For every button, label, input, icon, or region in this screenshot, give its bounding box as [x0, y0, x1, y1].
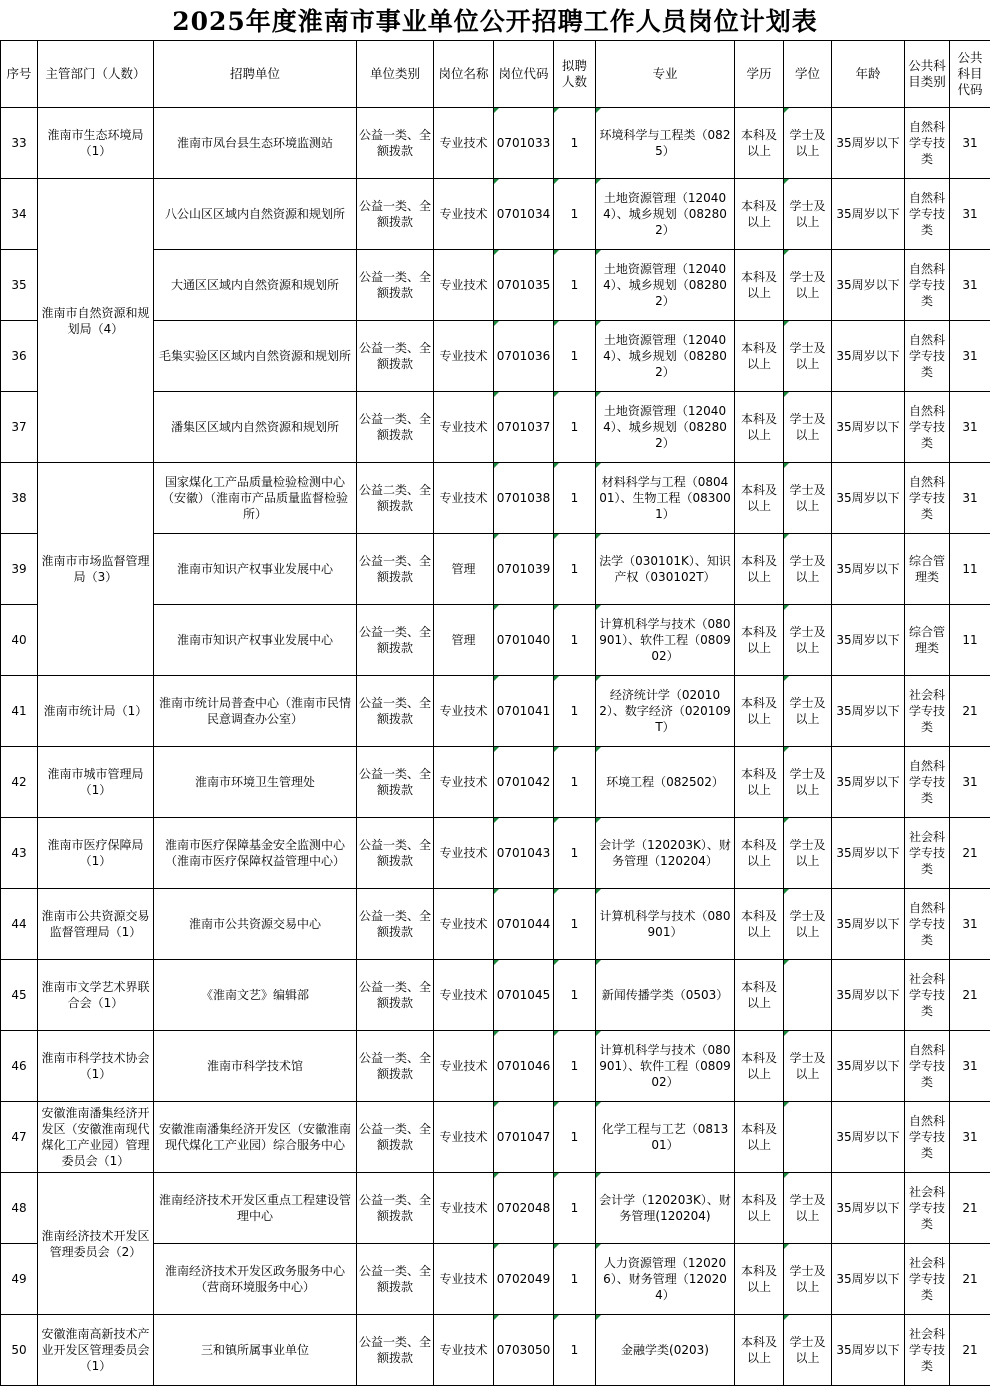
cell-unit: 淮南市科学技术馆: [154, 1031, 357, 1102]
cell-major: 人力资源管理（120206）、财务管理（120204）: [596, 1244, 735, 1315]
cell-age: 35周岁以下: [832, 818, 905, 889]
cell-unit-type: 公益一类、全额拨款: [357, 179, 434, 250]
cell-edu: 本科及以上: [735, 676, 784, 747]
cell-count: 1: [554, 818, 596, 889]
cell-major: 计算机科学与技术（080901）: [596, 889, 735, 960]
cell-degree: [784, 960, 832, 1031]
header-major: 专业: [596, 41, 735, 108]
cell-degree: 学士及以上: [784, 1173, 832, 1244]
table-row: [1, 1031, 990, 1102]
cell-dept: 安徽淮南潘集经济开发区（安徽淮南现代煤化工产业园）管理委员会（1）: [38, 1102, 154, 1173]
cell-post-code: 0701047: [494, 1102, 554, 1173]
cell-unit: 三和镇所属事业单位: [154, 1315, 357, 1386]
cell-edu: 本科及以上: [735, 960, 784, 1031]
cell-post-code: 0701044: [494, 889, 554, 960]
cell-post-code: 0701040: [494, 605, 554, 676]
cell-seq: 44: [1, 889, 38, 960]
cell-age: 35周岁以下: [832, 321, 905, 392]
cell-age: 35周岁以下: [832, 392, 905, 463]
cell-age: 35周岁以下: [832, 1102, 905, 1173]
cell-major: 计算机科学与技术（080901）、软件工程（080902）: [596, 605, 735, 676]
table-row: [1, 676, 990, 747]
recruitment-table: [0, 40, 990, 1386]
cell-unit: 淮南市环境卫生管理处: [154, 747, 357, 818]
cell-count: 1: [554, 179, 596, 250]
cell-unit: 安徽淮南潘集经济开发区（安徽淮南现代煤化工产业园）综合服务中心: [154, 1102, 357, 1173]
cell-post-name: 专业技术: [434, 889, 494, 960]
cell-post-code: 0701038: [494, 463, 554, 534]
cell-post-code: 0701037: [494, 392, 554, 463]
cell-degree: 学士及以上: [784, 747, 832, 818]
cell-dept: 淮南市文学艺术界联合会（1）: [38, 960, 154, 1031]
cell-unit: 《淮南文艺》编辑部: [154, 960, 357, 1031]
cell-subject-type: 自然科学专技类: [905, 250, 950, 321]
cell-unit-type: 公益一类、全额拨款: [357, 676, 434, 747]
cell-post-code: 0701042: [494, 747, 554, 818]
cell-dept: 淮南经济技术开发区管理委员会（2）: [38, 1173, 154, 1315]
cell-age: 35周岁以下: [832, 250, 905, 321]
cell-post-name: 专业技术: [434, 1173, 494, 1244]
cell-post-name: 专业技术: [434, 747, 494, 818]
cell-edu: 本科及以上: [735, 1315, 784, 1386]
cell-subject-code: 21: [950, 676, 990, 747]
cell-age: 35周岁以下: [832, 179, 905, 250]
cell-count: 1: [554, 108, 596, 179]
cell-unit: 淮南经济技术开发区政务服务中心（营商环境服务中心）: [154, 1244, 357, 1315]
cell-post-name: 专业技术: [434, 108, 494, 179]
cell-unit-type: 公益一类、全额拨款: [357, 534, 434, 605]
cell-degree: 学士及以上: [784, 463, 832, 534]
cell-count: 1: [554, 1315, 596, 1386]
cell-subject-type: 自然科学专技类: [905, 1102, 950, 1173]
cell-post-name: 专业技术: [434, 179, 494, 250]
cell-edu: 本科及以上: [735, 818, 784, 889]
cell-post-name: 专业技术: [434, 960, 494, 1031]
cell-degree: 学士及以上: [784, 1315, 832, 1386]
table-row: [1, 1102, 990, 1173]
cell-post-code: 0701043: [494, 818, 554, 889]
cell-major: 化学工程与工艺（081301）: [596, 1102, 735, 1173]
cell-count: 1: [554, 250, 596, 321]
cell-subject-type: 综合管理类: [905, 534, 950, 605]
cell-seq: 39: [1, 534, 38, 605]
cell-seq: 41: [1, 676, 38, 747]
cell-degree: 学士及以上: [784, 676, 832, 747]
table-row: [1, 1315, 990, 1386]
header-unit-type: 单位类别: [357, 41, 434, 108]
cell-unit: 淮南市凤台县生态环境监测站: [154, 108, 357, 179]
cell-degree: 学士及以上: [784, 321, 832, 392]
cell-count: 1: [554, 676, 596, 747]
cell-unit: 八公山区区域内自然资源和规划所: [154, 179, 357, 250]
cell-post-code: 0702049: [494, 1244, 554, 1315]
cell-major: 土地资源管理（120404）、城乡规划（082802）: [596, 321, 735, 392]
cell-major: 会计学（120203K）、财务管理(120204): [596, 1173, 735, 1244]
table-row: [1, 463, 990, 534]
cell-dept: 淮南市科学技术协会（1）: [38, 1031, 154, 1102]
cell-unit-type: 公益一类、全额拨款: [357, 1244, 434, 1315]
cell-subject-code: 31: [950, 108, 990, 179]
cell-count: 1: [554, 463, 596, 534]
cell-post-name: 专业技术: [434, 250, 494, 321]
cell-subject-type: 社会科学专技类: [905, 1244, 950, 1315]
cell-post-code: 0701036: [494, 321, 554, 392]
cell-age: 35周岁以下: [832, 605, 905, 676]
cell-unit-type: 公益一类、全额拨款: [357, 605, 434, 676]
cell-subject-code: 31: [950, 1031, 990, 1102]
cell-unit-type: 公益一类、全额拨款: [357, 321, 434, 392]
cell-degree: 学士及以上: [784, 605, 832, 676]
cell-subject-type: 社会科学专技类: [905, 960, 950, 1031]
cell-degree: 学士及以上: [784, 108, 832, 179]
cell-subject-code: 31: [950, 392, 990, 463]
cell-edu: 本科及以上: [735, 1102, 784, 1173]
cell-dept: 淮南市城市管理局（1）: [38, 747, 154, 818]
cell-age: 35周岁以下: [832, 747, 905, 818]
cell-edu: 本科及以上: [735, 392, 784, 463]
cell-age: 35周岁以下: [832, 1031, 905, 1102]
cell-seq: 37: [1, 392, 38, 463]
cell-post-code: 0701034: [494, 179, 554, 250]
cell-count: 1: [554, 392, 596, 463]
cell-subject-type: 自然科学专技类: [905, 108, 950, 179]
table-row: [1, 179, 990, 250]
table-row: [1, 108, 990, 179]
cell-post-code: 0702048: [494, 1173, 554, 1244]
cell-post-name: 专业技术: [434, 1244, 494, 1315]
cell-degree: 学士及以上: [784, 392, 832, 463]
cell-seq: 48: [1, 1173, 38, 1244]
cell-age: 35周岁以下: [832, 108, 905, 179]
cell-age: 35周岁以下: [832, 1315, 905, 1386]
cell-major: 土地资源管理（120404）、城乡规划（082802）: [596, 392, 735, 463]
cell-unit: 大通区区域内自然资源和规划所: [154, 250, 357, 321]
cell-post-name: 管理: [434, 534, 494, 605]
header-subject-code: 公共科目代码: [950, 41, 990, 108]
cell-count: 1: [554, 321, 596, 392]
cell-count: 1: [554, 605, 596, 676]
cell-major: 环境科学与工程类（0825）: [596, 108, 735, 179]
cell-post-code: 0701035: [494, 250, 554, 321]
cell-edu: 本科及以上: [735, 108, 784, 179]
cell-subject-type: 自然科学专技类: [905, 889, 950, 960]
page-title: 2025年度淮南市事业单位公开招聘工作人员岗位计划表: [0, 0, 990, 40]
cell-seq: 46: [1, 1031, 38, 1102]
cell-count: 1: [554, 1244, 596, 1315]
cell-degree: 学士及以上: [784, 1031, 832, 1102]
cell-subject-type: 自然科学专技类: [905, 1031, 950, 1102]
cell-unit: 淮南市知识产权事业发展中心: [154, 534, 357, 605]
cell-unit: 淮南市医疗保障基金安全监测中心（淮南市医疗保障权益管理中心）: [154, 818, 357, 889]
cell-unit-type: 公益一类、全额拨款: [357, 1315, 434, 1386]
cell-subject-code: 21: [950, 960, 990, 1031]
cell-count: 1: [554, 1102, 596, 1173]
cell-post-name: 专业技术: [434, 392, 494, 463]
cell-unit-type: 公益一类、全额拨款: [357, 1031, 434, 1102]
cell-major: 经济统计学（020102）、数字经济（020109T）: [596, 676, 735, 747]
cell-seq: 42: [1, 747, 38, 818]
cell-subject-code: 31: [950, 179, 990, 250]
cell-unit-type: 公益一类、全额拨款: [357, 1173, 434, 1244]
cell-unit-type: 公益一类、全额拨款: [357, 250, 434, 321]
cell-seq: 45: [1, 960, 38, 1031]
cell-subject-type: 自然科学专技类: [905, 321, 950, 392]
cell-age: 35周岁以下: [832, 1173, 905, 1244]
cell-unit-type: 公益一类、全额拨款: [357, 889, 434, 960]
cell-post-code: 0701033: [494, 108, 554, 179]
cell-seq: 38: [1, 463, 38, 534]
header-age: 年龄: [832, 41, 905, 108]
cell-major: 土地资源管理（120404）、城乡规划（082802）: [596, 250, 735, 321]
cell-edu: 本科及以上: [735, 889, 784, 960]
table-row: [1, 747, 990, 818]
cell-subject-code: 21: [950, 1244, 990, 1315]
cell-edu: 本科及以上: [735, 250, 784, 321]
cell-post-name: 专业技术: [434, 1315, 494, 1386]
cell-post-name: 专业技术: [434, 818, 494, 889]
cell-unit: 国家煤化工产品质量检验检测中心（安徽）（淮南市产品质量监督检验所）: [154, 463, 357, 534]
table-row: [1, 960, 990, 1031]
cell-seq: 36: [1, 321, 38, 392]
cell-dept: 淮南市生态环境局（1）: [38, 108, 154, 179]
cell-dept: 淮南市自然资源和规划局（4）: [38, 179, 154, 463]
cell-seq: 35: [1, 250, 38, 321]
cell-edu: 本科及以上: [735, 747, 784, 818]
cell-major: 材料科学与工程（080401）、生物工程（083001）: [596, 463, 735, 534]
cell-subject-code: 11: [950, 605, 990, 676]
cell-post-name: 专业技术: [434, 676, 494, 747]
cell-dept: 淮南市统计局（1）: [38, 676, 154, 747]
cell-unit: 淮南市知识产权事业发展中心: [154, 605, 357, 676]
cell-degree: 学士及以上: [784, 818, 832, 889]
header-post-code: 岗位代码: [494, 41, 554, 108]
table-row: [1, 818, 990, 889]
cell-subject-type: 自然科学专技类: [905, 463, 950, 534]
cell-degree: 学士及以上: [784, 1244, 832, 1315]
cell-seq: 50: [1, 1315, 38, 1386]
cell-edu: 本科及以上: [735, 1173, 784, 1244]
cell-edu: 本科及以上: [735, 463, 784, 534]
cell-unit: 淮南市公共资源交易中心: [154, 889, 357, 960]
cell-dept: 淮南市医疗保障局（1）: [38, 818, 154, 889]
cell-subject-type: 综合管理类: [905, 605, 950, 676]
cell-count: 1: [554, 1031, 596, 1102]
cell-post-name: 专业技术: [434, 1031, 494, 1102]
cell-post-name: 专业技术: [434, 1102, 494, 1173]
cell-age: 35周岁以下: [832, 463, 905, 534]
cell-age: 35周岁以下: [832, 1244, 905, 1315]
cell-unit-type: 公益一类、全额拨款: [357, 960, 434, 1031]
cell-unit-type: 公益一类、全额拨款: [357, 1102, 434, 1173]
cell-seq: 34: [1, 179, 38, 250]
cell-dept: 淮南市市场监督管理局（3）: [38, 463, 154, 676]
cell-post-code: 0701046: [494, 1031, 554, 1102]
cell-subject-type: 自然科学专技类: [905, 747, 950, 818]
table-row: [1, 889, 990, 960]
cell-unit-type: 公益一类、全额拨款: [357, 818, 434, 889]
cell-edu: 本科及以上: [735, 1031, 784, 1102]
cell-degree: 学士及以上: [784, 250, 832, 321]
cell-count: 1: [554, 747, 596, 818]
header-degree: 学位: [784, 41, 832, 108]
cell-subject-code: 31: [950, 321, 990, 392]
cell-subject-code: 31: [950, 250, 990, 321]
cell-dept: 淮南市公共资源交易监督管理局（1）: [38, 889, 154, 960]
cell-degree: 学士及以上: [784, 889, 832, 960]
cell-major: 金融学类(0203): [596, 1315, 735, 1386]
cell-subject-code: 21: [950, 818, 990, 889]
cell-count: 1: [554, 534, 596, 605]
cell-age: 35周岁以下: [832, 534, 905, 605]
header-subject-type: 公共科目类别: [905, 41, 950, 108]
cell-degree: 学士及以上: [784, 534, 832, 605]
cell-count: 1: [554, 960, 596, 1031]
cell-subject-code: 21: [950, 1315, 990, 1386]
cell-subject-code: 21: [950, 1173, 990, 1244]
cell-major: 会计学（120203K）、财务管理（120204）: [596, 818, 735, 889]
cell-age: 35周岁以下: [832, 960, 905, 1031]
cell-degree: 学士及以上: [784, 179, 832, 250]
header-post-name: 岗位名称: [434, 41, 494, 108]
cell-subject-type: 社会科学专技类: [905, 1173, 950, 1244]
cell-post-name: 专业技术: [434, 463, 494, 534]
table-body: [1, 108, 990, 1386]
cell-subject-type: 自然科学专技类: [905, 392, 950, 463]
cell-edu: 本科及以上: [735, 1244, 784, 1315]
header-row: [1, 41, 990, 108]
cell-unit: 淮南市统计局普查中心（淮南市民情民意调查办公室）: [154, 676, 357, 747]
cell-seq: 43: [1, 818, 38, 889]
cell-edu: 本科及以上: [735, 179, 784, 250]
cell-subject-type: 社会科学专技类: [905, 676, 950, 747]
cell-unit-type: 公益一类、全额拨款: [357, 747, 434, 818]
cell-major: 计算机科学与技术（080901）、软件工程（080902）: [596, 1031, 735, 1102]
cell-post-name: 专业技术: [434, 321, 494, 392]
cell-subject-code: 31: [950, 1102, 990, 1173]
cell-subject-type: 自然科学专技类: [905, 179, 950, 250]
header-seq: 序号: [1, 41, 38, 108]
cell-subject-code: 31: [950, 747, 990, 818]
cell-unit: 潘集区区域内自然资源和规划所: [154, 392, 357, 463]
cell-unit-type: 公益二类、全额拨款: [357, 463, 434, 534]
cell-major: 法学（030101K）、知识产权（030102T）: [596, 534, 735, 605]
header-unit: 招聘单位: [154, 41, 357, 108]
header-count: 拟聘人数: [554, 41, 596, 108]
cell-subject-type: 社会科学专技类: [905, 818, 950, 889]
cell-edu: 本科及以上: [735, 321, 784, 392]
cell-seq: 33: [1, 108, 38, 179]
cell-subject-code: 11: [950, 534, 990, 605]
cell-unit: 毛集实验区区域内自然资源和规划所: [154, 321, 357, 392]
table-row: [1, 1173, 990, 1244]
cell-subject-type: 社会科学专技类: [905, 1315, 950, 1386]
cell-post-code: 0701039: [494, 534, 554, 605]
cell-seq: 49: [1, 1244, 38, 1315]
cell-unit-type: 公益一类、全额拨款: [357, 108, 434, 179]
cell-post-name: 管理: [434, 605, 494, 676]
cell-subject-code: 31: [950, 463, 990, 534]
cell-age: 35周岁以下: [832, 676, 905, 747]
cell-major: 新闻传播学类（0503）: [596, 960, 735, 1031]
cell-seq: 40: [1, 605, 38, 676]
header-edu: 学历: [735, 41, 784, 108]
cell-major: 环境工程（082502）: [596, 747, 735, 818]
cell-count: 1: [554, 1173, 596, 1244]
cell-seq: 47: [1, 1102, 38, 1173]
cell-degree: [784, 1102, 832, 1173]
cell-dept: 安徽淮南高新技术产业开发区管理委员会（1）: [38, 1315, 154, 1386]
cell-unit: 淮南经济技术开发区重点工程建设管理中心: [154, 1173, 357, 1244]
cell-major: 土地资源管理（120404）、城乡规划（082802）: [596, 179, 735, 250]
cell-post-code: 0703050: [494, 1315, 554, 1386]
cell-subject-code: 31: [950, 889, 990, 960]
cell-unit-type: 公益一类、全额拨款: [357, 392, 434, 463]
cell-age: 35周岁以下: [832, 889, 905, 960]
cell-edu: 本科及以上: [735, 605, 784, 676]
cell-post-code: 0701045: [494, 960, 554, 1031]
cell-post-code: 0701041: [494, 676, 554, 747]
cell-count: 1: [554, 889, 596, 960]
header-dept: 主管部门（人数）: [38, 41, 154, 108]
cell-edu: 本科及以上: [735, 534, 784, 605]
